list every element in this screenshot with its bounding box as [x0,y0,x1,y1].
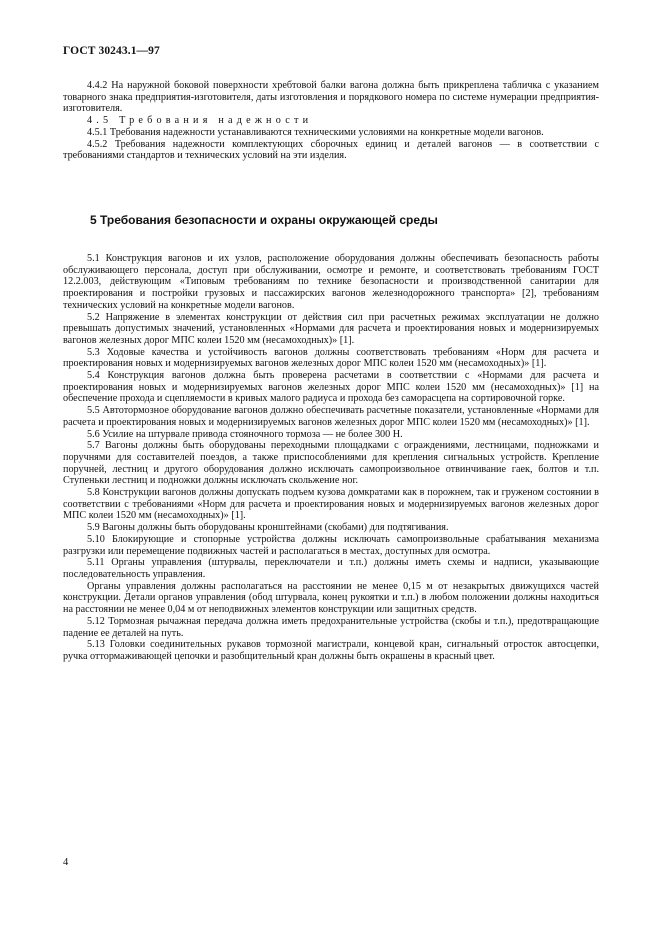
paragraph-5-8: 5.8 Конструкции вагонов должны допускать подъем кузова домкратами как в порожнем, так и груженом состоянии в соответствии с требованиями «Норм для расчета и проектирования новых и модернизируемых вагонов железных дорог МПС колеи 1520 мм (несамоходных)» [1]. [63,487,599,522]
paragraph-5-10: 5.10 Блокирующие и стопорные устройства должны исключать самопроизвольные срабатывания механизма разгрузки или перемещение подвижных частей и располагаться в местах, доступных для осмотра. [63,533,599,557]
paragraph-5-11-continued: Органы управления должны располагаться на расстоянии не менее 0,15 м от незакрытых движущихся частей конструкции. Детали органов управления (обод штурвала, конец рукоятки и т.п.) в любом положении должны находиться на расстоянии не менее 0,04 м от неподвижных элементов конструкции или защитных средств. [63,580,599,616]
paragraph-5-13: 5.13 Головки соединительных рукавов тормозной магистрали, концевой кран, сигнальный отросток автосцепки, ручка оттормаживающей цепочки и разобщительный кран должны быть окрашены в красный цвет. [63,639,599,662]
paragraph-4-5-2: 4.5.2 Требования надежности комплектующих сборочных единиц и деталей вагонов — в соответствии с требованиями стандартов и технических условий на эти изделия. [63,138,599,162]
paragraph-5-2: 5.2 Напряжение в элементах конструкции от действия сил при расчетных режимах эксплуатации не должно превышать допустимых значений, установленных «Нормами для расчета и проектирования новых и модернизируемых вагонов железных дорог МПС колеи 1520 мм (несамоходных)» [1]. [63,311,599,346]
paragraph-5-6: 5.6 Усилие на штурвале привода стояночного тормоза — не более 300 Н. [87,428,403,440]
section-5-heading: 5 Требования безопасности и охраны окружающей среды [90,213,438,227]
paragraph-5-7: 5.7 Вагоны должны быть оборудованы переходными площадками с ограждениями, лестницами, подножками и поручнями для составителей поездов, а также приспособлениями для крепления сигнальных устройств. Крепление поручней, лестниц и другого оборудования должно исключать самопроизвольное отвинчивание гаек, болтов и т.п. Ступеньки лестниц и подножки должны исключать скольжение ног. [63,440,599,487]
paragraph-5-5: 5.5 Автотормозное оборудование вагонов должно обеспечивать расчетные показатели, установленные «Нормами для расчета и проектирования новых и модернизируемых вагонов железных дорог МПС колеи 1520 мм (несамоходных)» [1]. [63,405,599,428]
paragraph-5-9: 5.9 Вагоны должны быть оборудованы кронштейнами (скобами) для подтягивания. [87,522,449,534]
section-5-body [63,253,599,663]
paragraph-4-4-2: 4.4.2 На наружной боковой поверхности хребтовой балки вагона должна быть прикреплена табличка с указанием товарного знака предприятия-изготовителя, даты изготовления и порядкового номера по системе нумерации предприятия-изготовителя. [63,80,599,115]
paragraph-5-12: 5.12 Тормозная рычажная передача должна иметь предохранительные устройства (скобы и т.п.), предотвращающие падение ее деталей на путь. [63,615,599,639]
section-4-continuation [63,80,599,162]
subsection-heading-4-5: 4.5 Требования надежности [87,115,313,127]
document-code-header: ГОСТ 30243.1—97 [63,45,160,57]
paragraph-4-5-1: 4.5.1 Требования надежности устанавливаются техническими условиями на конкретные модели вагонов. [87,126,544,138]
paragraph-5-3: 5.3 Ходовые качества и устойчивость вагонов должны соответствовать требованиям «Норм для расчета и проектирования новых и модернизируемых вагонов железных дорог МПС колеи 1520 мм (несамоходных)» [1]. [63,346,599,370]
paragraph-5-4: 5.4 Конструкция вагонов должна быть проверена расчетами в соответствии с «Нормами для расчета и проектирования новых и модернизируемых вагонов железных дорог МПС колеи 1520 мм (несамоходных)» [1] на обеспечение прохода и сцепляемости в кривых малого радиуса и прохода без саморасцепа на сортировочной горке. [63,370,599,405]
page-number: 4 [63,857,69,868]
paragraph-5-1: 5.1 Конструкция вагонов и их узлов, расположение оборудования должны обеспечивать безопасность работы обслуживающего персонала, доступ при обслуживании, осмотре и ремонте, и соответствовать требованиям ГОСТ 12.2.003, действующим «Типовым требованиям по технике безопасности и производственной санитарии для проектирования и постройки грузовых и пассажирских вагонов железнодорожного транспорта» [2], требованиям технических условий на конкретные модели вагонов. [63,253,599,311]
paragraph-5-11: 5.11 Органы управления (штурвалы, переключатели и т.п.) должны иметь схемы и надписи, указывающие последовательность управления. [63,557,599,580]
